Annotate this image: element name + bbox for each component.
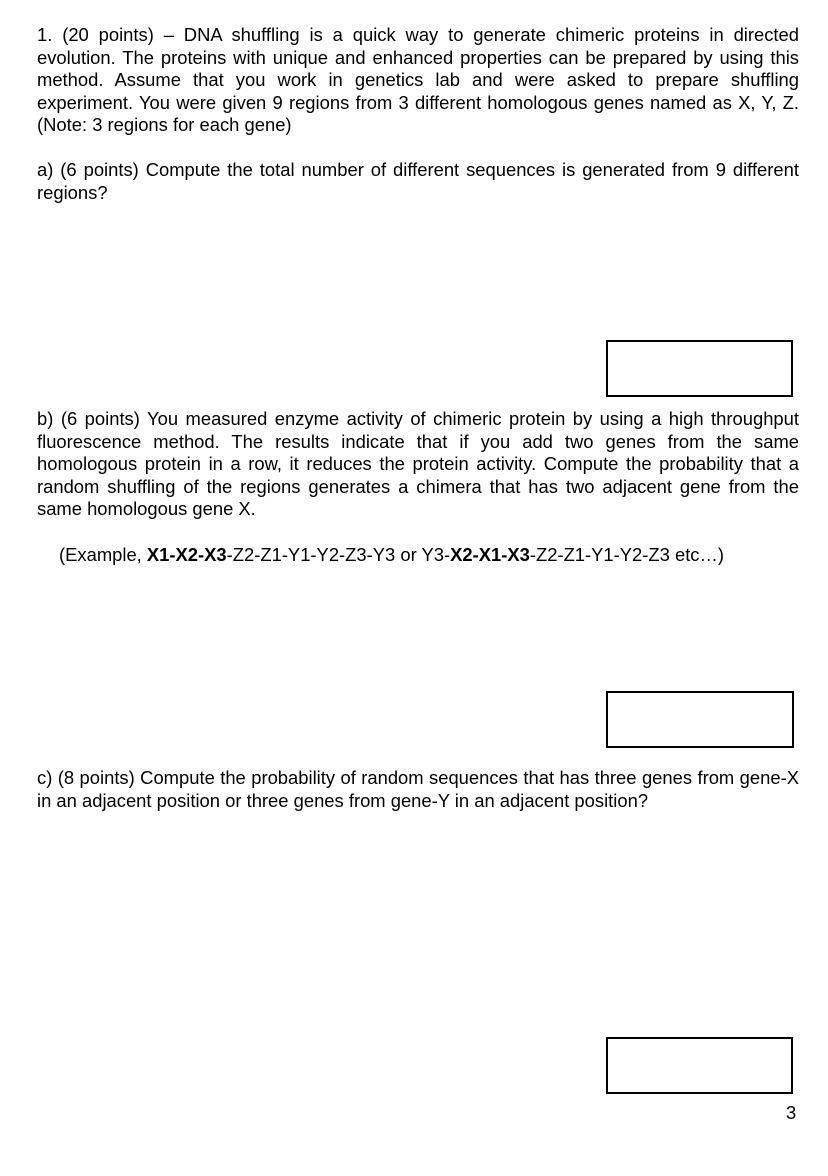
question-a-label: a) bbox=[37, 159, 54, 180]
question-b bbox=[37, 408, 799, 521]
question-b-label: b) bbox=[37, 408, 54, 429]
question-c-text: (8 points) Compute the probability of random sequences that has three genes from gene-X in an adjacent position or three genes from gene-Y in an adjacent position? bbox=[37, 767, 799, 811]
question-c-label: c) bbox=[37, 767, 53, 788]
example-bold-sequence-2: X2-X1-X3 bbox=[450, 544, 530, 565]
question-b-example bbox=[59, 544, 799, 567]
example-middle: -Z2-Z1-Y1-Y2-Z3-Y3 or Y3- bbox=[226, 544, 451, 565]
example-prefix: (Example, bbox=[59, 544, 147, 565]
answer-box-b[interactable] bbox=[606, 691, 794, 748]
problem-intro: 1. (20 points) – DNA shuffling is a quick way to generate chimeric proteins in directed evolution. The proteins with unique and enhanced properties can be prepared by using this method. Assume that you work in genetics lab and were asked to prepare shuffling experiment. You were given 9 regions from 3 different homologous genes named as X, Y, Z. (Note: 3 regions for each gene) bbox=[37, 24, 799, 136]
question-a bbox=[37, 159, 799, 204]
page-number: 3 bbox=[786, 1102, 797, 1123]
question-a-text: (6 points) Compute the total number of different sequences is generated from 9 different regions? bbox=[37, 159, 799, 203]
example-bold-sequence-1: X1-X2-X3 bbox=[146, 544, 227, 565]
answer-box-c[interactable] bbox=[606, 1037, 793, 1094]
question-b-text: (6 points) You measured enzyme activity of chimeric protein by using a high throughput fluorescence method. The results indicate that if you add two genes from the same homologous protein in a row, it reduces the protein activity. Compute the probability that a random shuffling of the regions generates a chimera that has two adjacent gene from the same homologous gene X. bbox=[37, 408, 799, 520]
question-c bbox=[37, 767, 799, 812]
answer-box-a[interactable] bbox=[606, 340, 793, 397]
example-suffix: -Z2-Z1-Y1-Y2-Z3 etc…) bbox=[529, 544, 725, 565]
